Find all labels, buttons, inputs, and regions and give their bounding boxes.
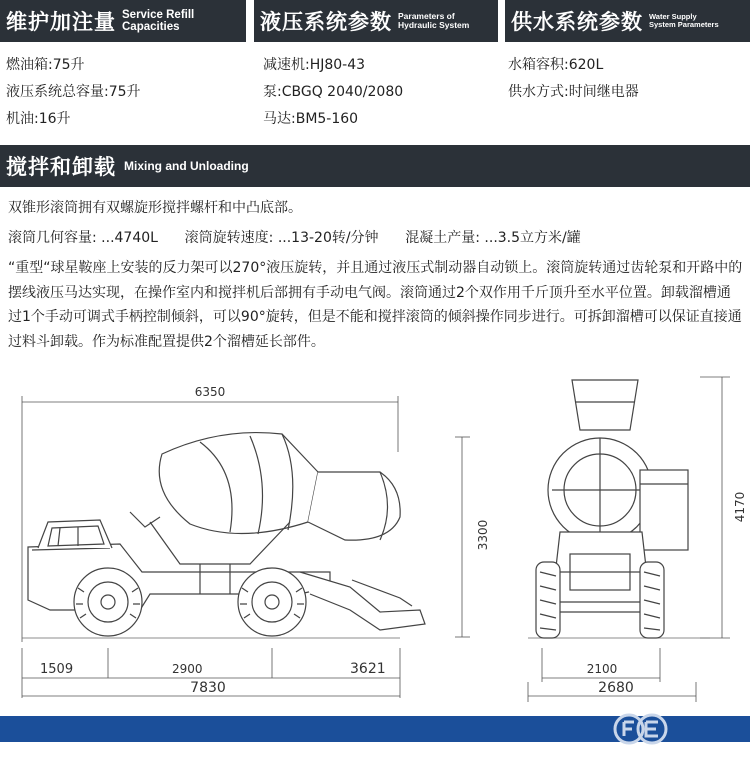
mixer-technical-drawing	[0, 372, 750, 712]
mixing-description: “重型“球星鞍座上安装的反力架可以270°液压旋转，并且通过液压式制动器自动锁上。滚筒旋转通过齿轮泵和开路中的摆线液压马达实现，在操作室内和搅拌机后部拥有手动电气阀。滚筒通过2个双作用千斤顶升至水平位置。卸载溜槽通过1个手动可调式手柄控制倾斜，可以90°旋转，但是不能和搅拌滚筒的倾斜操作同步进行。可拆卸溜槽可以保证直接通过料斗卸载。作为标准配置提供2个溜槽延长部件。	[8, 260, 743, 350]
section-subtitle-hydraulic	[398, 12, 469, 30]
section-subtitle-water	[649, 13, 719, 29]
subtitle-line: System Parameters	[649, 20, 719, 29]
dimension-front-height	[700, 377, 730, 638]
mixing-intro: 双锥形滚筒拥有双螺旋形搅拌螺杆和中凸底部。	[8, 200, 302, 216]
company-logo	[612, 712, 674, 746]
header-water	[505, 0, 750, 42]
dim-front-overhang: 3621	[350, 661, 386, 677]
spec-fuel-tank: 燃油箱:75升	[6, 57, 85, 73]
dim-rear-overhang: 1509	[40, 662, 74, 677]
spec-pump: 泵:CBGQ 2040/2080	[263, 84, 404, 100]
dim-side-top: 6350	[194, 385, 226, 399]
subtitle-line: Service Refill	[122, 8, 195, 21]
subtitle-line: Hydraulic System	[398, 20, 470, 30]
section-title-refill: 维护加注量	[6, 10, 116, 34]
spec-motor: 马达:BM5-160	[263, 111, 359, 127]
spec-hydraulic-capacity: 液压系统总容量:75升	[6, 84, 141, 100]
section-subtitle-mixing: Mixing and Unloading	[124, 158, 249, 173]
spec-water-supply: 供水方式:时间继电器	[508, 84, 639, 100]
subtitle-line: Capacities	[122, 21, 180, 33]
dim-total-width: 2680	[598, 680, 634, 696]
section-title-water: 供水系统参数	[511, 10, 643, 34]
dimension-side-height	[455, 437, 470, 637]
side-view-vehicle	[28, 433, 425, 636]
dim-total-length: 7830	[190, 680, 226, 696]
spec-reducer: 减速机:HJ80-43	[263, 57, 366, 73]
front-view-vehicle	[536, 380, 688, 638]
mixing-specs: 滚筒几何容量: ...4740L 滚筒旋转速度: ...13-20转/分钟 混凝土产量: ...3.5立方米/罐	[8, 230, 581, 246]
header-refill	[0, 0, 246, 42]
header-mixing	[0, 145, 750, 187]
dim-wheelbase: 2900	[172, 662, 203, 676]
spec-engine-oil: 机油:16升	[6, 111, 71, 127]
subtitle-line: Water Supply	[649, 12, 697, 22]
section-subtitle-refill	[122, 9, 194, 33]
section-title-mixing: 搅拌和卸载	[6, 155, 116, 179]
dim-track: 2100	[586, 662, 618, 676]
dim-front-height: 4170	[733, 491, 747, 523]
dim-side-height: 3300	[476, 519, 490, 551]
spec-water-tank: 水箱容积:620L	[508, 57, 604, 73]
header-hydraulic	[254, 0, 498, 42]
section-title-hydraulic: 液压系统参数	[260, 10, 392, 34]
subtitle-line: Parameters of	[398, 11, 455, 22]
